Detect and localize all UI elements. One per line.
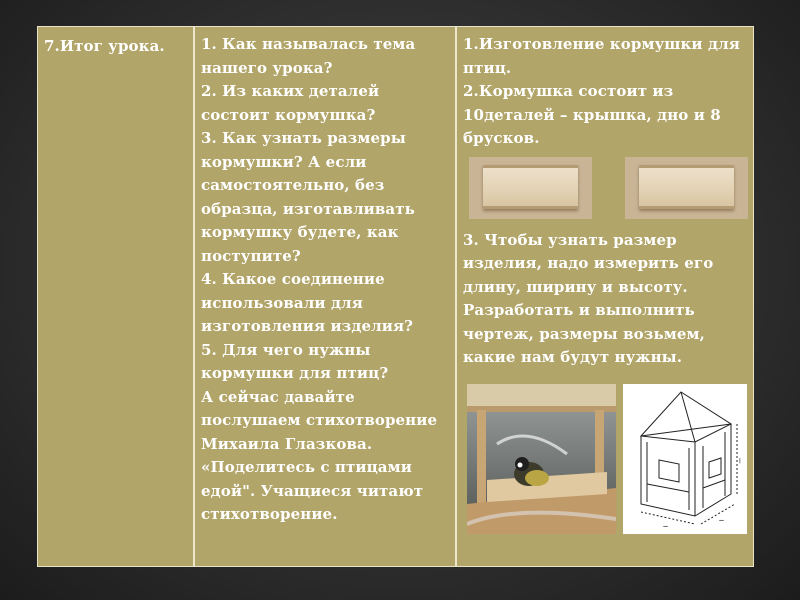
svg-text:—: —	[663, 523, 669, 530]
svg-text:—: —	[719, 517, 725, 524]
question-3: 3. Как узнать размеры кормушки? А если самостоятельно, без образца, изготавливать кормушку будете, как поступите?	[201, 129, 415, 265]
section-title: 7.Итог урока.	[44, 37, 165, 55]
plank-photo	[469, 157, 592, 219]
feeder-images	[463, 384, 749, 534]
bird-feeder-photo-art	[467, 384, 616, 534]
plank-photos	[463, 157, 749, 229]
feeder-technical-drawing	[623, 384, 747, 534]
poem-note: А сейчас давайте послушаем стихотворение Михаила Глазкова. «Поделитесь с птицами едой". Учащиеся читают стихотворение.	[201, 387, 438, 523]
bird-feeder-photo	[467, 384, 616, 534]
feeder-drawing-art	[623, 384, 747, 534]
answer-2: 2.Кормушка состоит из 10деталей – крышка, дно и 8 брусков.	[463, 82, 721, 147]
answer-1: 1.Изготовление кормушки для птиц.	[463, 35, 740, 77]
svg-text:|: |	[739, 457, 741, 464]
question-2: 2. Из каких деталей состоит кормушка?	[201, 82, 380, 124]
answer-3: 3. Чтобы узнать размер изделия, надо измерить его длину, ширину и высоту. Разработать и выполнить чертеж, размеры возьмем, какие нам будут нужны.	[463, 230, 714, 366]
question-4: 4. Какое соединение использовали для изготовления изделия?	[201, 270, 414, 335]
column-section-title	[38, 27, 195, 566]
plank-photo	[625, 157, 748, 219]
column-questions	[195, 27, 457, 566]
column-answers	[457, 27, 753, 566]
question-5: 5. Для чего нужны кормушки для птиц?	[201, 340, 389, 382]
summary-table	[37, 26, 754, 567]
question-1: 1. Как называлась тема нашего урока?	[201, 35, 416, 77]
